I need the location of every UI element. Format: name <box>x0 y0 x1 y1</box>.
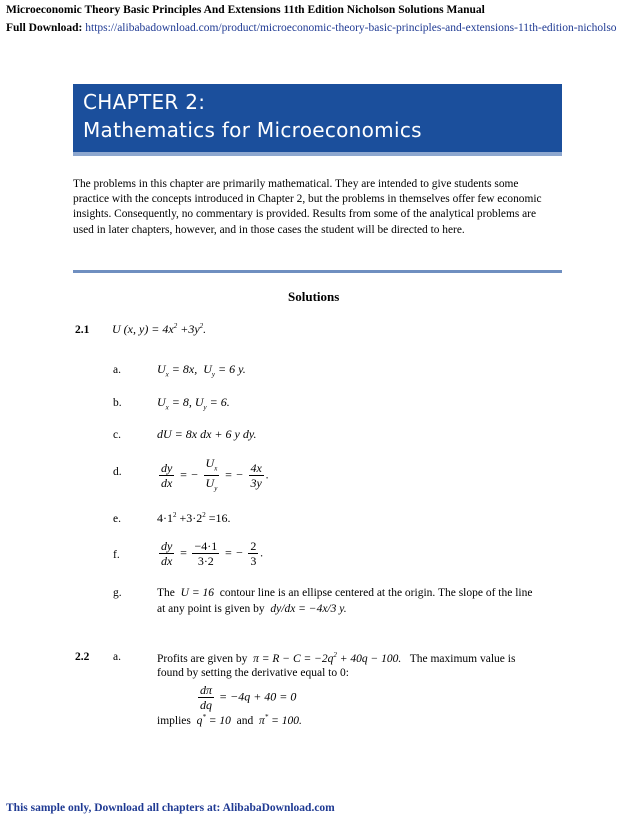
equation-utility: U (x, $y) = 4x^2 +3y^2$. <box>112 322 207 336</box>
implies-line: implies q* = 10 and π* = 100. <box>157 713 302 727</box>
equation-f: $\frac{dy}{dx}$ = $\frac{-4\cdot 1}{3\cdot 2}$ = − $\frac{2}{3}$ . <box>161 539 264 568</box>
part-g-line-1: The U = 16 contour line is an ellipse centered at the origin. The slope of the line <box>157 587 533 599</box>
part-g-text: contour line is an ellipse centered at the origin. The slope of the line <box>219 587 533 599</box>
document-title: Microeconomic Theory Basic Principles And Extensions 11th Edition Nicholson Solutions Manual <box>6 4 485 16</box>
profit-text: Profits are given by <box>157 652 248 665</box>
intro-paragraph: The problems in this chapter are primarily mathematical. They are intended to give students some practice with the concepts introduced in Chapter 2, but the problems in themselves offer few economic insights. Consequently, no commentary is provided. Results from some of the analytical problems are used in later chapters, however, and in those cases the student will be directed to here. <box>73 178 542 236</box>
profit-line-2: found by setting the derivative equal to 0: <box>157 667 349 679</box>
problem-number-2-1: 2.1 <box>75 324 90 336</box>
equation-derivative: $\frac{d\pi}{dq}$ = −4q + 40 = 0 <box>200 683 297 712</box>
profit-text: The maximum value is <box>409 652 516 665</box>
download-link[interactable]: https://alibabadownload.com/product/microeconomic-theory-basic-principles-and-extensions-11th-edition-nicholso <box>85 22 617 34</box>
divider <box>73 270 562 273</box>
equation-e: $4\cdot 1^2 +3\cdot 2^2 =16$. <box>157 511 231 525</box>
part-label: b. <box>113 397 122 409</box>
implies-text: implies <box>157 714 191 727</box>
part-label: d. <box>113 466 122 478</box>
solutions-heading: Solutions <box>288 289 340 304</box>
equation-a: $U_x = 8x$, $U_y = 6$ y. <box>157 362 246 379</box>
part-label: a. <box>113 651 121 663</box>
chapter-number: CHAPTER 2: <box>83 90 206 114</box>
part-g-text: The <box>157 587 175 599</box>
equation-c: dU = 8x dx + 6 y dy. <box>157 427 257 441</box>
part-label: f. <box>113 549 120 561</box>
part-g-text: at any point is given by <box>157 603 265 615</box>
and-text: and <box>236 714 254 727</box>
part-label: e. <box>113 513 121 525</box>
part-label: c. <box>113 429 121 441</box>
equation-b: $U_x = 8$, $U_y = 6$. <box>157 395 230 412</box>
part-label: g. <box>113 587 122 599</box>
equation-d: $\frac{dy}{dx}$ = − $\frac{U_x}{U_y}$ = − $\frac{4x}{3y}$ . <box>161 456 269 493</box>
profit-line-1: Profits are given by $\pi = R - C = -2q^2 + 40q - 100$. The maximum value is <box>157 651 516 665</box>
download-label: Full Download: <box>6 22 83 34</box>
part-label: a. <box>113 364 121 376</box>
chapter-title: Mathematics for Microeconomics <box>83 118 422 142</box>
download-line <box>6 22 617 34</box>
footer-notice: This sample only, Download all chapters at: AlibabaDownload.com <box>6 802 335 814</box>
part-g-line-2: at any point is given by dy/dx = −4x/3 y. <box>157 603 347 615</box>
problem-number-2-2: 2.2 <box>75 651 90 663</box>
chapter-banner <box>73 84 562 156</box>
